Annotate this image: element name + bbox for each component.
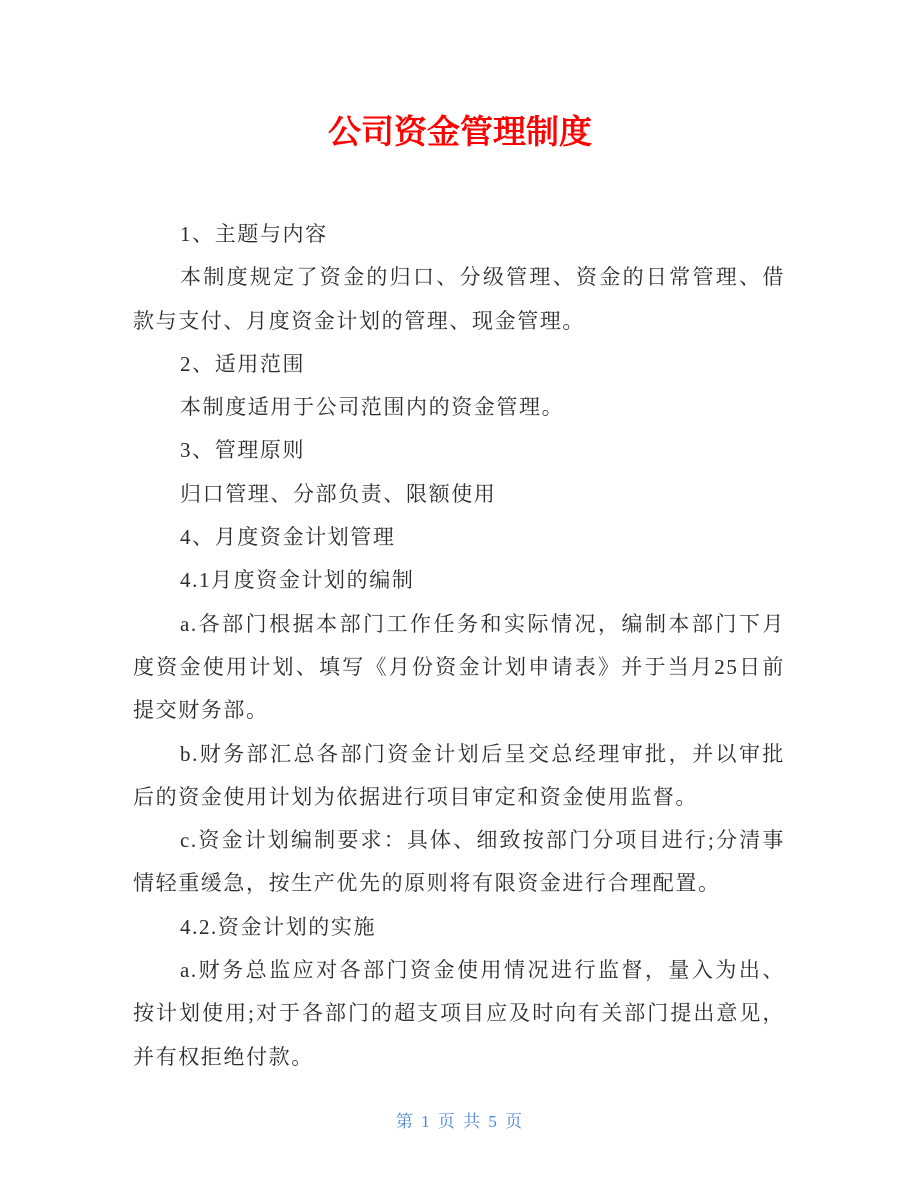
paragraph: 本制度适用于公司范围内的资金管理。 [180,395,565,420]
page-number-label: 第 1 页 共 5 页 [395,1112,525,1131]
paragraph: b.财务部汇总各部门资金计划后呈交总经理审批，并以审批后的资金使用计划为依据进行项目审定和资金使用监督。 [133,741,785,809]
page-footer [0,1110,920,1134]
paragraph: 4、月度资金计划管理 [180,525,396,550]
paragraph: 4.2.资金计划的实施 [180,914,377,939]
paragraph: a.财务总监应对各部门资金使用情况进行监督，量入为出、按计划使用;对于各部门的超支项目应及时向有关部门提出意见，并有权拒绝付款。 [133,958,785,1069]
paragraph: 本制度规定了资金的归口、分级管理、资金的日常管理、借款与支付、月度资金计划的管理、现金管理。 [133,265,785,333]
paragraph: 3、管理原则 [180,438,306,463]
document-body [133,213,785,1079]
paragraph: 1、主题与内容 [180,222,328,246]
paragraph: c.资金计划编制要求：具体、细致按部门分项目进行;分清事情轻重缓急，按生产优先的原则将有限资金进行合理配置。 [133,828,785,896]
paragraph: a.各部门根据本部门工作任务和实际情况，编制本部门下月度资金使用计划、填写《月份资金计划申请表》并于当月25日前提交财务部。 [133,611,785,723]
document-title: 公司资金管理制度 [328,113,592,150]
paragraph: 4.1月度资金计划的编制 [180,568,415,593]
paragraph: 归口管理、分部负责、限额使用 [180,481,497,506]
paragraph: 2、适用范围 [180,351,306,376]
